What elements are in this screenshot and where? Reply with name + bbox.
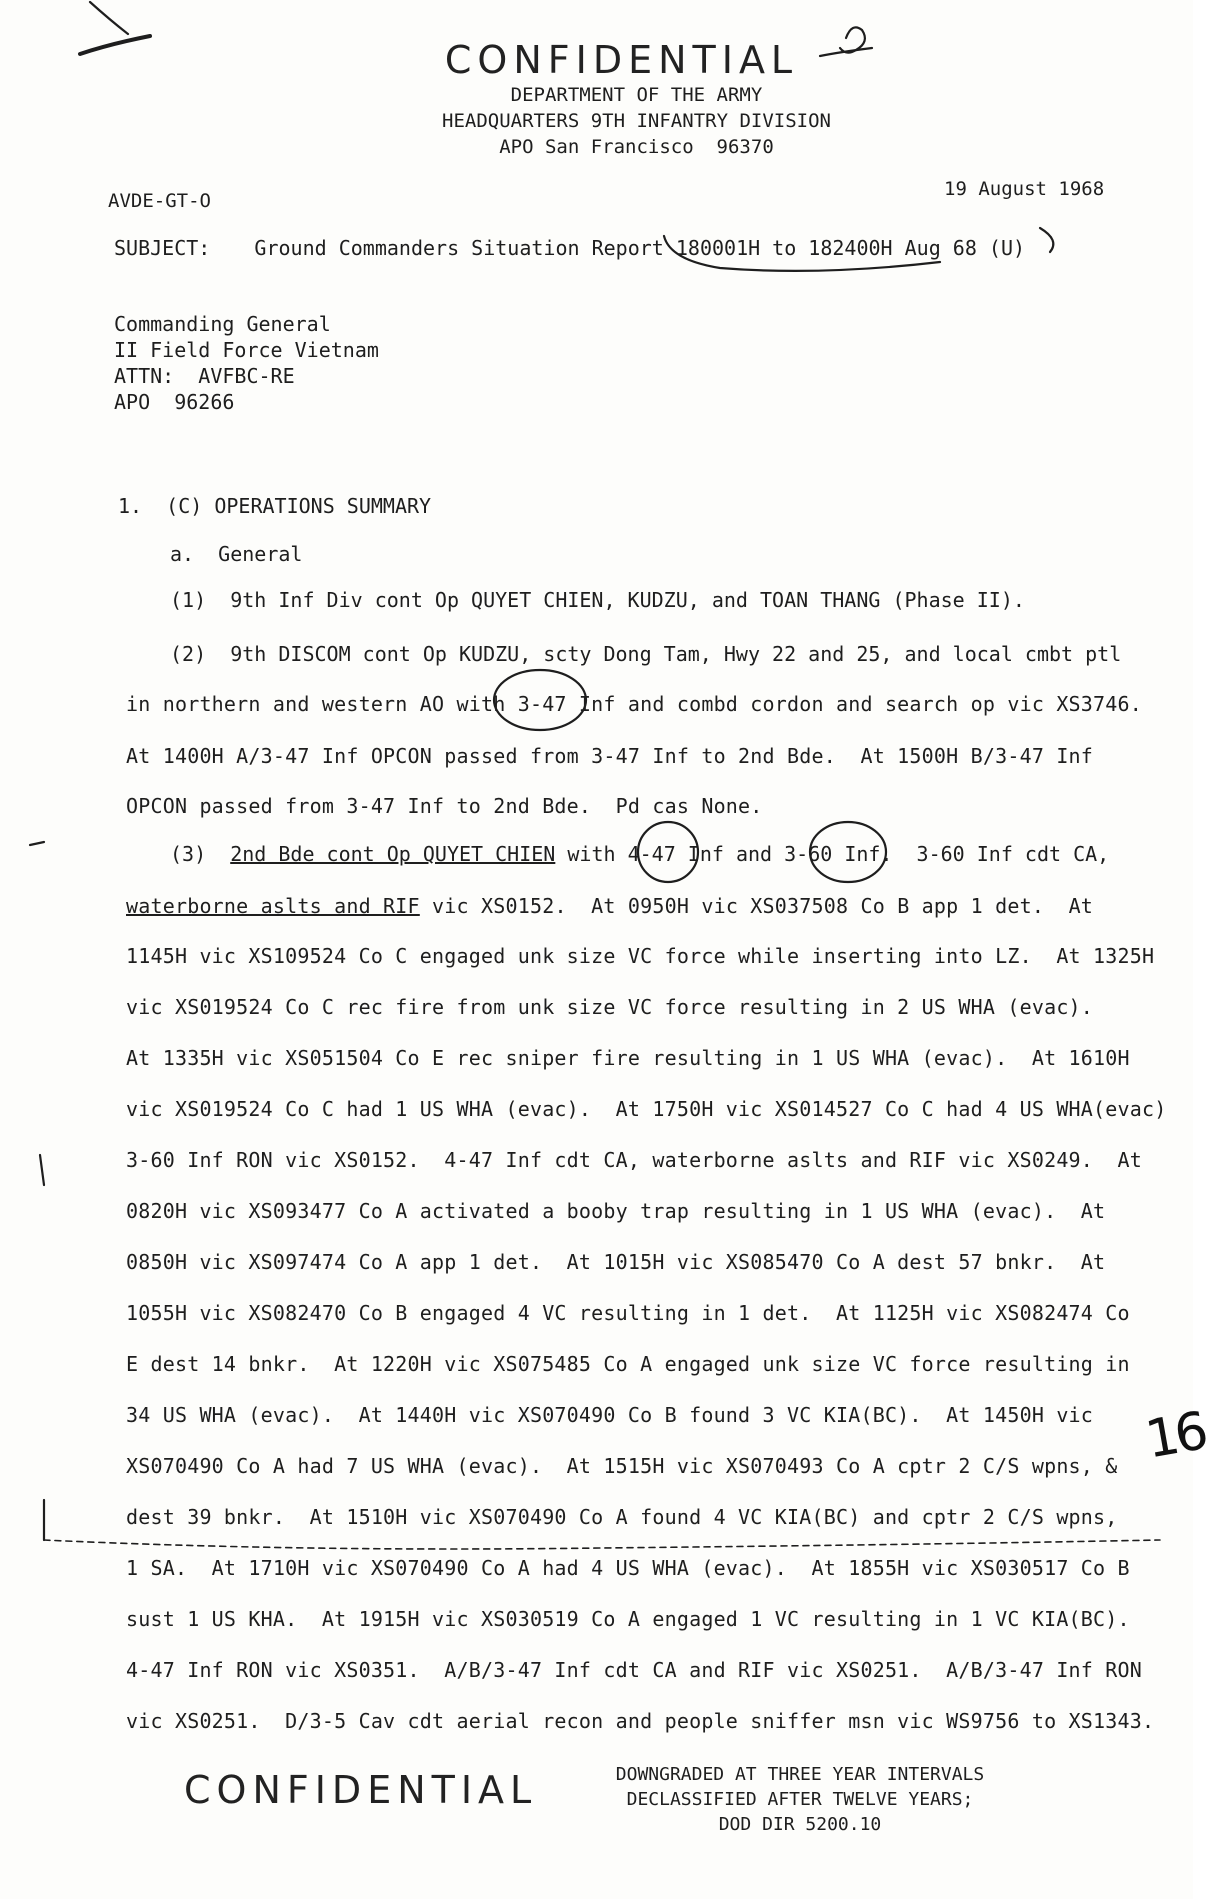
paragraph-3-line-2	[126, 894, 1093, 918]
paragraph-3-line-14: dest 39 bnkr. At 1510H vic XS070490 Co A found 4 VC KIA(BC) and cptr 2 C/S wpns,	[126, 1505, 1118, 1529]
paragraph-3-line-9: 0850H vic XS097474 Co A app 1 det. At 1015H vic XS085470 Co A dest 57 bnkr. At	[126, 1250, 1106, 1274]
subject-text: Ground Commanders Situation Report 180001H to 182400H Aug 68 (U)	[254, 236, 1026, 260]
apo-line: APO San Francisco 96370	[499, 136, 774, 158]
paragraph-2-line-1: (2) 9th DISCOM cont Op KUDZU, scty Dong Tam, Hwy 22 and 25, and local cmbt ptl	[170, 642, 1122, 666]
addressee-line-3: ATTN: AVFBC-RE	[114, 364, 295, 388]
section-heading: 1. (C) OPERATIONS SUMMARY	[118, 494, 432, 518]
department-line: DEPARTMENT OF THE ARMY	[510, 84, 763, 106]
paragraph-3-line-8: 0820H vic XS093477 Co A activated a booby trap resulting in 1 US WHA (evac). At	[126, 1199, 1106, 1223]
addressee-line-1: Commanding General	[114, 312, 331, 336]
p3-line2-rest: vic XS0152. At 0950H vic XS037508 Co B app 1 det. At	[419, 894, 1094, 918]
memo-date: 19 August 1968	[944, 178, 1105, 200]
p3-prefix: (3)	[170, 842, 231, 866]
headquarters-line: HEADQUARTERS 9TH INFANTRY DIVISION	[442, 110, 831, 132]
paragraph-3-line-3: 1145H vic XS109524 Co C engaged unk size VC force while inserting into LZ. At 1325H	[126, 944, 1155, 968]
paragraph-2-line-4: OPCON passed from 3-47 Inf to 2nd Bde. Pd cas None.	[126, 794, 763, 818]
paragraph-2-line-2: in northern and western AO with 3-47 Inf and combd cordon and search op vic XS3746.	[126, 692, 1143, 716]
p3-line2-underlined: waterborne aslts and RIF	[126, 894, 420, 918]
paragraph-2-line-3: At 1400H A/3-47 Inf OPCON passed from 3-47 Inf to 2nd Bde. At 1500H B/3-47 Inf	[126, 744, 1094, 768]
subject-label: SUBJECT:	[114, 236, 211, 260]
paragraph-3-line-6: vic XS019524 Co C had 1 US WHA (evac). At 1750H vic XS014527 Co C had 4 US WHA(evac)	[126, 1097, 1167, 1121]
subheading-general: a. General	[170, 542, 303, 566]
classification-stamp-bottom: CONFIDENTIAL	[184, 1768, 538, 1812]
paragraph-3-line-1	[170, 842, 1109, 866]
paragraph-3-line-5: At 1335H vic XS051504 Co E rec sniper fire resulting in 1 US WHA (evac). At 1610H	[126, 1046, 1130, 1070]
downgrade-line-1: DOWNGRADED AT THREE YEAR INTERVALS	[615, 1764, 985, 1785]
paragraph-3-line-12: 34 US WHA (evac). At 1440H vic XS070490 Co B found 3 VC KIA(BC). At 1450H vic	[126, 1403, 1094, 1427]
paragraph-3-line-15: 1 SA. At 1710H vic XS070490 Co A had 4 US WHA (evac). At 1855H vic XS030517 Co B	[126, 1556, 1130, 1580]
p3-underlined-lead: 2nd Bde cont Op QUYET CHIEN	[230, 842, 556, 866]
paragraph-3-line-4: vic XS019524 Co C rec fire from unk size VC force resulting in 2 US WHA (evac).	[126, 995, 1094, 1019]
downgrade-line-2: DECLASSIFIED AFTER TWELVE YEARS;	[626, 1789, 974, 1810]
paragraph-3-line-13: XS070490 Co A had 7 US WHA (evac). At 1515H vic XS070493 Co A cptr 2 C/S wpns, &	[126, 1454, 1118, 1478]
classification-stamp-top: CONFIDENTIAL	[444, 38, 799, 82]
paragraph-3-line-10: 1055H vic XS082470 Co B engaged 4 VC resulting in 1 det. At 1125H vic XS082474 Co	[126, 1301, 1130, 1325]
paragraph-1: (1) 9th Inf Div cont Op QUYET CHIEN, KUDZU, and TOAN THANG (Phase II).	[170, 588, 1025, 612]
downgrade-line-3: DOD DIR 5200.10	[718, 1814, 882, 1835]
addressee-line-4: APO 96266	[114, 390, 235, 414]
p3-rest: with 4-47 Inf and 3-60 Inf. 3-60 Inf cdt CA,	[555, 842, 1110, 866]
paragraph-3-line-18: vic XS0251. D/3-5 Cav cdt aerial recon and people sniffer msn vic WS9756 to XS1343.	[126, 1709, 1155, 1733]
paragraph-3-line-16: sust 1 US KHA. At 1915H vic XS030519 Co A engaged 1 VC resulting in 1 VC KIA(BC).	[126, 1607, 1130, 1631]
paragraph-3-line-17: 4-47 Inf RON vic XS0351. A/B/3-47 Inf cdt CA and RIF vic XS0251. A/B/3-47 Inf RON	[126, 1658, 1143, 1682]
addressee-line-2: II Field Force Vietnam	[114, 338, 379, 362]
paragraph-3-line-11: E dest 14 bnkr. At 1220H vic XS075485 Co A engaged unk size VC force resulting in	[126, 1352, 1130, 1376]
office-symbol: AVDE-GT-O	[108, 190, 211, 212]
subject-line	[114, 236, 1025, 260]
paragraph-3-line-7: 3-60 Inf RON vic XS0152. 4-47 Inf cdt CA, waterborne aslts and RIF vic XS0249. At	[126, 1148, 1143, 1172]
handwritten-page-number: 16	[1141, 1401, 1209, 1471]
